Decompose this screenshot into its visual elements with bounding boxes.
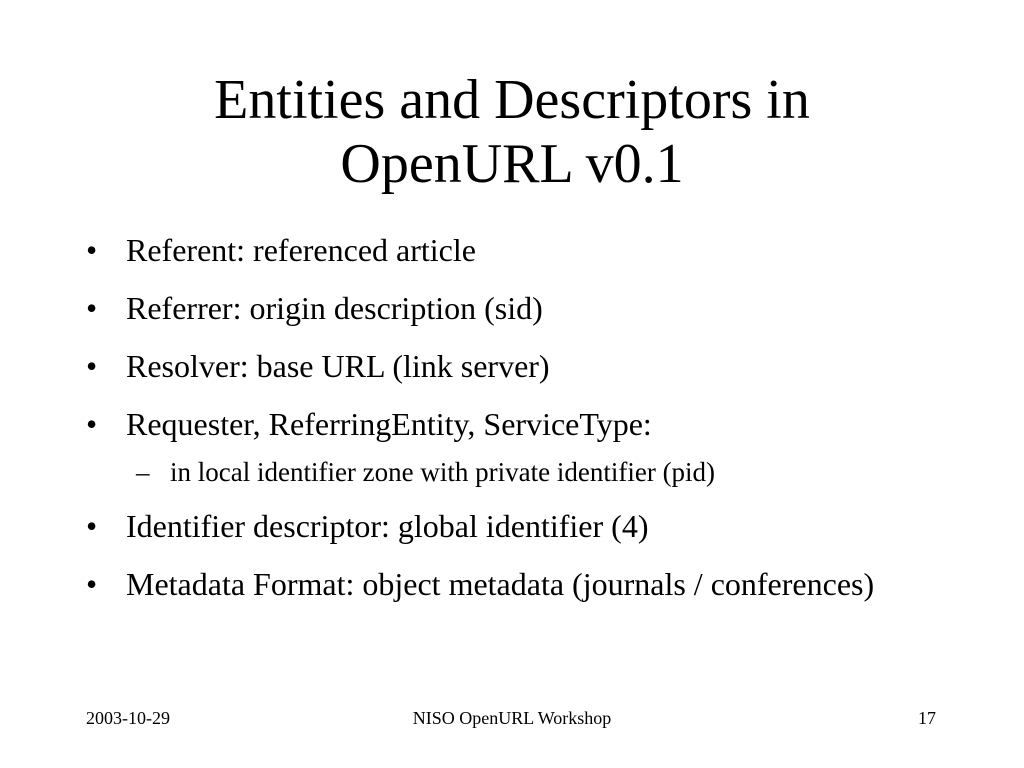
- bullet-identifier-descriptor: [84, 504, 944, 548]
- bullet-text: Resolver: base URL (link server): [126, 348, 550, 384]
- title-line-1: Entities and Descriptors in: [214, 69, 810, 131]
- footer-date: 2003-10-29: [86, 708, 170, 728]
- sub-bullet-text: in local identifier zone with private identifier (pid): [170, 457, 716, 487]
- bullet-text: Referent: referenced article: [126, 232, 476, 268]
- sub-bullet-local-identifier: [84, 454, 944, 490]
- slide-title: [100, 68, 924, 196]
- bullet-marker: •: [86, 348, 98, 384]
- title-line-2: OpenURL v0.1: [340, 133, 684, 195]
- bullet-marker: •: [86, 508, 98, 544]
- bullet-marker: •: [86, 566, 98, 602]
- bullet-resolver: [84, 344, 944, 388]
- bullet-list: [84, 228, 944, 620]
- bullet-metadata-format: [84, 562, 944, 606]
- bullet-referrer: [84, 286, 944, 330]
- bullet-marker: •: [86, 232, 98, 268]
- bullet-text: Metadata Format: object metadata (journals / conferences): [126, 566, 875, 602]
- bullet-text: Requester, ReferringEntity, ServiceType:: [126, 406, 652, 442]
- footer-title: NISO OpenURL Workshop: [412, 708, 612, 728]
- bullet-requester: [84, 402, 944, 446]
- bullet-text: Referrer: origin description (sid): [126, 290, 543, 326]
- bullet-marker: •: [86, 290, 98, 326]
- bullet-marker: •: [86, 406, 98, 442]
- sub-bullet-marker: –: [136, 457, 150, 487]
- page-number: 17: [918, 708, 936, 728]
- bullet-text: Identifier descriptor: global identifier (4): [126, 508, 649, 544]
- bullet-referent: [84, 228, 944, 272]
